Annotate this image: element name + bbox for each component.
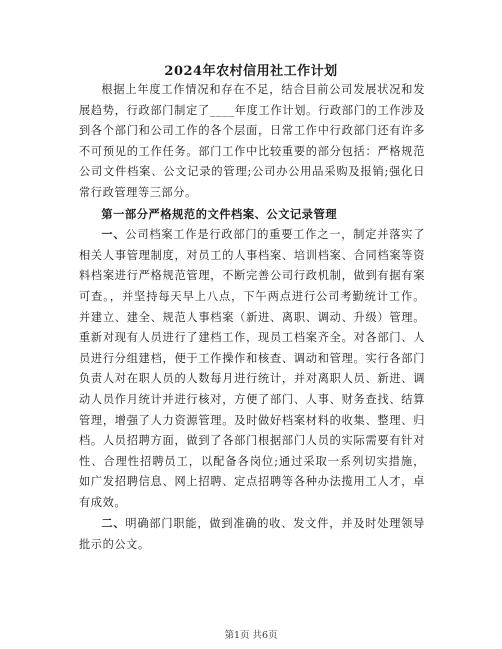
document-body: [79, 80, 425, 556]
section-heading: 第一部分严格规范的文件档案、公文记录管理: [101, 206, 338, 221]
intro-paragraph: 根据上年度工作情况和存在不足，结合目前公司发展状况和发展趋势，行政部门制定了____年度工作计划。行政部门的工作涉及到各个部门和公司工作的各个层面，日常工作中行政部门还有许多不可预见的工作任务。部门工作中比较重要的部分包括：严格规范公司文件档案、公文记录的管理;公司办公用品采购及报销;强化日常行政管理等三部分。: [79, 83, 425, 199]
item-2-lead: 二、: [101, 516, 126, 531]
page-footer: 第1页 共6页: [224, 630, 278, 641]
item-2-text: 明确部门职能，做到准确的收、发文件，并及时处理领导批示的公文。: [79, 517, 425, 552]
item-1-lead: 一、: [101, 227, 126, 242]
item-1-text: 公司档案工作是行政部门的重要工作之一，制定并落实了相关人事管理制度，对员工的人事档案、培训档案、合同档案等资料档案进行严格规范管理，不断完善公司行政机制，做到有据有案可查。，并坚持每天早上八点，下午两点进行公司考勤统计工作。并建立、建全、规范人事档案（新进、离职、调动、升级）管理。重新对现有人员进行了建档工作，现员工档案齐全。对各部门、人员进行分组建档，便于工作操作和核查、调动和管理。实行各部门负责人对在职人员的人数每月进行统计，并对离职人员、新进、调动人员作月统计并进行核对，方便了部门、人事、财务查找、结算管理，增强了人力资源管理。及时做好档案材料的收集、整理、归档。人员招聘方面，做到了各部门根据部门人员的实际需要有针对性、合理性招聘员工，以配备各岗位;通过采取一系列切实措施，如广发招聘信息、网上招聘、定点招聘等各种办法揽用工人才，卓有成效。: [79, 228, 425, 509]
item-2-paragraph: [79, 513, 425, 555]
item-1-paragraph: [79, 224, 425, 513]
document-title: 2024年农村信用社工作计划: [164, 64, 338, 79]
